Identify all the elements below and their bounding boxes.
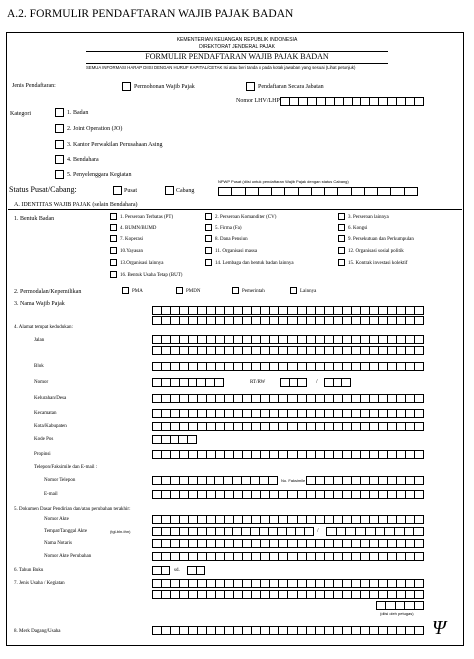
rtrw-label: RT/RW	[250, 380, 266, 385]
nomor-telepon-label: Nomor Telepon	[44, 478, 76, 483]
status-label: Status Pusat/Cabang:	[9, 185, 77, 194]
merk-label: 8. Merk Dagang/Usaha	[14, 629, 61, 634]
nama-notaris-label: Nama Notaris	[44, 541, 72, 546]
tgl-format-hint: (tgl-bln-thn)	[110, 529, 131, 534]
tahun-buku-sd: sd.	[174, 568, 180, 573]
merk-field[interactable]	[152, 626, 424, 635]
kodepos-field[interactable]	[152, 435, 197, 444]
bb-firma-checkbox[interactable]	[205, 224, 212, 231]
bb-cv-checkbox[interactable]	[205, 213, 212, 220]
kecamatan-field[interactable]	[152, 409, 424, 418]
bb-org-massa-label: 11. Organisasi massa	[215, 249, 258, 254]
dokumen-label: 5. Dokumen Dasar Pendirian dan/atau perubahan terakhir:	[14, 507, 131, 512]
bb-yayasan-label: 10.Yayasan	[120, 249, 143, 254]
npwp-pusat-note: NPWP Pusat (diisi untuk pendaftaran Wajib Pajak dengan status Cabang)	[218, 179, 349, 184]
rw-field[interactable]	[324, 378, 351, 387]
bb-bumn-label: 4. BUMN/BUMD	[120, 226, 157, 231]
bb-org-sospol-checkbox[interactable]	[338, 247, 345, 254]
tanggal-akte-field[interactable]	[326, 527, 424, 536]
email-label: E-mail	[44, 492, 58, 497]
ministry-line: KEMENTERIAN KEUANGAN REPUBLIK INDONESIA	[176, 37, 298, 43]
nomor-field[interactable]	[152, 378, 224, 387]
pendaftaran-jabatan-label: Pendaftaran Secara Jabatan	[258, 84, 324, 90]
bb-persekutuan-label: 9. Persekutuan dan Perkumpulan	[348, 237, 414, 242]
bb-perseroan-lainnya-label: 3. Perseroan lainnya	[348, 215, 389, 220]
bb-persekutuan-checkbox[interactable]	[338, 235, 345, 242]
klu-field[interactable]	[376, 601, 424, 610]
jalan-field-1[interactable]	[152, 335, 424, 344]
bb-pt-checkbox[interactable]	[110, 213, 117, 220]
nama-label: 3. Nama Wajib Pajak	[14, 301, 65, 307]
kategori-label: Kategori	[10, 111, 31, 117]
pma-label: PMA	[132, 289, 143, 294]
status-cabang-checkbox[interactable]	[165, 186, 174, 195]
email-field[interactable]	[152, 490, 424, 499]
bb-koperasi-checkbox[interactable]	[110, 235, 117, 242]
form-instruction: SEMUA INFORMASI HARAP DIISI DENGAN HURUF KAPITAL/CETAK Isi atau beri tanda x pada kotak jawaban yang sesuai (Lihat petunjuk)	[86, 65, 356, 70]
pmdn-label: PMDN	[186, 289, 201, 294]
tahun-buku-akhir-field[interactable]	[187, 566, 205, 575]
kategori-penyelenggara-label: 5. Penyelenggara Kegiatan	[67, 172, 132, 178]
kategori-badan-checkbox[interactable]	[55, 108, 64, 117]
pma-checkbox[interactable]	[122, 287, 129, 294]
bb-org-lainnya-checkbox[interactable]	[110, 259, 117, 266]
bb-bumn-checkbox[interactable]	[110, 224, 117, 231]
kecamatan-label: Kecamatan	[34, 411, 57, 416]
faksimile-label: No. Faksimile	[281, 478, 306, 483]
nomor-akte-label: Nomor Akte	[44, 517, 69, 522]
pendaftaran-jabatan-checkbox[interactable]	[246, 82, 255, 91]
rtrw-separator: /	[316, 379, 318, 385]
kategori-bendahara-label: 4. Bendahara	[67, 157, 99, 163]
bb-dana-pensiun-checkbox[interactable]	[205, 235, 212, 242]
jenis-usaha-label: 7. Jenis Usaha / Kegiatan	[14, 581, 65, 586]
blok-label: Blok	[34, 364, 44, 369]
kategori-jo-checkbox[interactable]	[55, 124, 64, 133]
nomor-label: Nomor	[34, 380, 49, 385]
kategori-bendahara-checkbox[interactable]	[55, 155, 64, 164]
pemerintah-label: Pemerintah	[242, 289, 265, 294]
permohonan-label: Permohonan Wajib Pajak	[134, 84, 195, 90]
tahun-buku-label: 6. Tahun Buku	[14, 568, 44, 573]
tempat-tgl-separator: /	[317, 528, 319, 534]
status-pusat-checkbox[interactable]	[113, 186, 122, 195]
jenis-usaha-field-1[interactable]	[152, 579, 424, 588]
bb-firma-label: 5. Firma (Fa)	[215, 226, 242, 231]
jalan-label: Jalan	[34, 338, 45, 343]
section-a-heading: A. IDENTITAS WAJIB PAJAK (selain Bendahara)	[14, 202, 138, 208]
title-divider	[86, 63, 388, 64]
bb-but-label: 16. Bentuk Usaha Tetap (BUT)	[120, 273, 183, 278]
status-pusat-label: Pusat	[124, 188, 138, 194]
nama-field-2[interactable]	[152, 316, 424, 325]
kategori-penyelenggara-checkbox[interactable]	[55, 170, 64, 179]
kategori-jo-label: 2. Joint Operation (JO)	[67, 126, 123, 132]
bb-org-sospol-label: 12. Organisasi sosial politik	[348, 249, 404, 254]
nomor-telepon-field[interactable]	[152, 476, 278, 485]
bb-kik-label: 15. Kontrak investasi kolektif	[348, 261, 408, 266]
bb-but-checkbox[interactable]	[110, 271, 117, 278]
kota-field[interactable]	[152, 422, 424, 431]
bb-kongsi-label: 6. Kongsi	[348, 226, 368, 231]
kategori-kantor-checkbox[interactable]	[55, 140, 64, 149]
bb-perseroan-lainnya-checkbox[interactable]	[338, 213, 345, 220]
bentuk-badan-label: 1. Bentuk Badan	[14, 216, 55, 222]
bb-yayasan-checkbox[interactable]	[110, 247, 117, 254]
tempat-akte-field[interactable]	[152, 527, 314, 536]
status-cabang-label: Cabang	[176, 188, 195, 194]
bb-kik-checkbox[interactable]	[338, 259, 345, 266]
kota-label: Kota/Kabupaten	[34, 424, 67, 429]
jenis-usaha-field-2[interactable]	[152, 590, 424, 599]
permodalan-label: 2. Permodalan/Kepemilikan	[14, 289, 82, 295]
lainnya-label: Lainnya	[300, 289, 317, 294]
alamat-label: 4. Alamat tempat kedudukan:	[14, 325, 73, 330]
nama-field-1[interactable]	[152, 306, 424, 315]
bb-pt-label: 1. Perseroan Terbatas (PT)	[120, 215, 174, 220]
handwritten-mark: Ψ	[432, 617, 447, 639]
telepon-email-label: Telepon/Faksimile dan E-mail :	[34, 465, 98, 470]
bb-koperasi-label: 7. Koperasi	[120, 237, 144, 242]
nomor-lhv-field[interactable]	[280, 97, 424, 106]
section-a-divider	[8, 209, 462, 210]
rt-field[interactable]	[280, 378, 307, 387]
bb-cv-label: 2. Perseroan Komanditer (CV)	[215, 215, 277, 220]
form-title: FORMULIR PENDAFTARAN WAJIB PAJAK BADAN	[145, 52, 329, 61]
tempat-tgl-label: Tempat/Tanggal Akte	[44, 529, 88, 534]
kategori-kantor-label: 3. Kantor Perwakilan Perusahaan Asing	[67, 142, 163, 148]
kelurahan-field[interactable]	[152, 394, 424, 403]
bb-org-lainnya-label: 13.Organisasi lainnya	[120, 261, 164, 266]
pemerintah-checkbox[interactable]	[232, 287, 239, 294]
faksimile-field[interactable]	[306, 476, 424, 485]
diisi-petugas-note: (diisi oleh petugas)	[380, 611, 414, 616]
bb-lembaga-label: 14. Lembaga dan bentuk badan lainnya	[215, 261, 294, 266]
pmdn-checkbox[interactable]	[176, 287, 183, 294]
jalan-field-2[interactable]	[152, 346, 424, 355]
kategori-badan-label: 1. Badan	[67, 110, 89, 116]
page-title: A.2. FORMULIR PENDAFTARAN WAJIB PAJAK BADAN	[7, 8, 294, 20]
directorate-line: DIREKTORAT JENDERAL PAJAK	[199, 44, 275, 50]
nama-notaris-field[interactable]	[152, 539, 424, 548]
blok-field[interactable]	[152, 362, 424, 371]
nomor-akte-perubahan-field[interactable]	[152, 552, 424, 561]
bb-dana-pensiun-label: 8. Dana Pensiun	[215, 237, 248, 242]
propinsi-field[interactable]	[152, 450, 424, 459]
tahun-buku-awal-field[interactable]	[152, 566, 170, 575]
permohonan-checkbox[interactable]	[122, 82, 131, 91]
bb-lembaga-checkbox[interactable]	[205, 259, 212, 266]
lainnya-checkbox[interactable]	[290, 287, 297, 294]
jenis-pendaftaran-label: Jenis Pendaftaran:	[12, 83, 56, 89]
npwp-pusat-field[interactable]	[218, 187, 418, 196]
nomor-akte-field[interactable]	[152, 515, 424, 524]
bb-org-massa-checkbox[interactable]	[205, 247, 212, 254]
nomor-akte-perubahan-label: Nomor Akte Perubahan	[44, 554, 92, 559]
kodepos-label: Kode Pos	[34, 437, 54, 442]
propinsi-label: Propinsi	[34, 452, 51, 457]
bb-kongsi-checkbox[interactable]	[338, 224, 345, 231]
nomor-lhv-label: Nomor LHV/LHP:	[236, 98, 282, 104]
kelurahan-label: Kelurahan/Desa	[34, 396, 67, 401]
